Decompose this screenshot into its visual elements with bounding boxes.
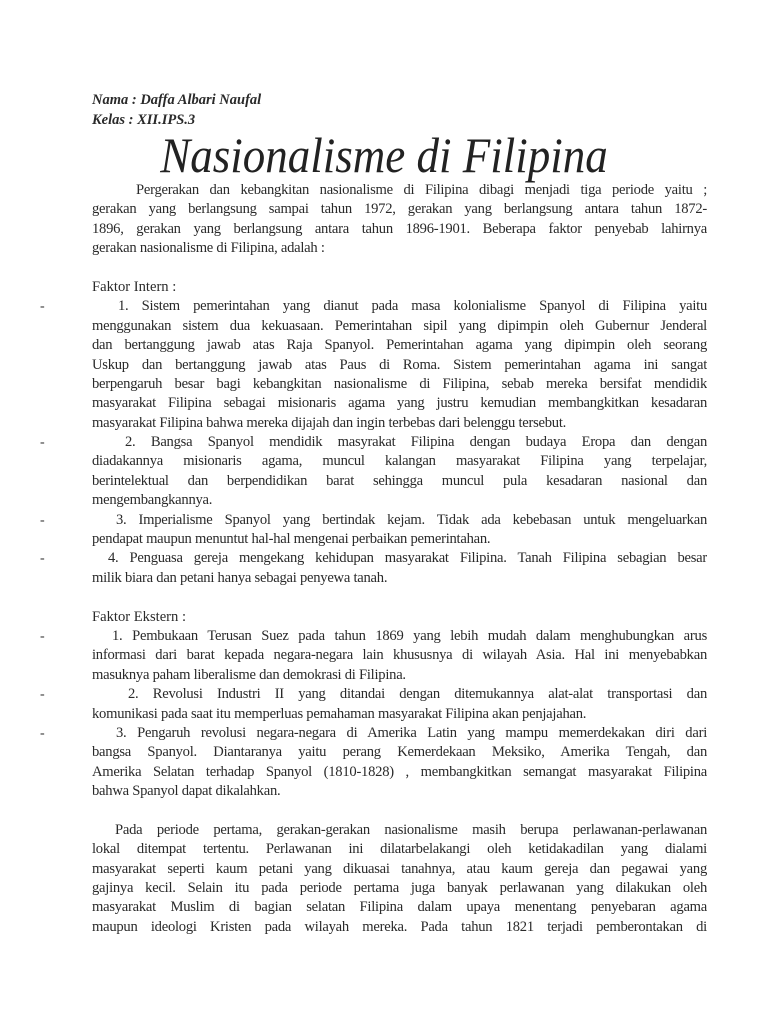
text-line: 3. Imperialisme Spanyol yang bertindak kejam. Tidak ada kebebasan untuk mengeluarkan: [116, 511, 707, 528]
text-line: maupun ideologi Kristen pada wilayah mereka. Pada tahun 1821 terjadi pemberontakan di: [92, 918, 707, 935]
faktor-ekstern-label: Faktor Ekstern :: [92, 608, 187, 625]
text-line: 4. Penguasa gereja mengekang kehidupan masyarakat Filipina. Tanah Filipina sebagian besar: [108, 550, 707, 567]
faktor-ekstern-item: [40, 627, 707, 685]
text-line: 2. Bangsa Spanyol mendidik masyrakat Filipina dengan budaya Eropa dan dengan: [125, 434, 707, 451]
text-line: Pada periode pertama, gerakan-gerakan nasionalisme masih berupa perlawanan-perlawanan: [115, 821, 707, 838]
text-line: mengembangkannya.: [92, 492, 213, 509]
bullet-dash: -: [40, 299, 45, 315]
bullet-dash: -: [40, 687, 45, 703]
bullet-dash: -: [40, 725, 45, 741]
blank-line: [92, 588, 707, 607]
bullet-dash: -: [40, 628, 45, 644]
student-name: Nama : Daffa Albari Naufal: [92, 92, 262, 108]
text-line: masuknya paham liberalisme dan demokrasi di Filipina.: [92, 666, 406, 683]
text-line: gajinya kecil. Selain itu pada periode pertama juga banyak perlawanan yang dilakukan oleh: [92, 880, 707, 897]
text-line: masyarakat Filipina bahwa mereka dijajah dan ingin terbebas dari belenggu tersebut.: [92, 414, 567, 431]
text-line: bangsa Spanyol. Diantaranya yaitu perang Kemerdekaan Meksiko, Amerika Tengah, dan: [92, 744, 707, 761]
text-line: masyarakat seperti kaum petani yang dikuasai tanahnya, atau kaum gereja dan pegawai yang: [92, 860, 707, 877]
bullet-dash: -: [40, 435, 45, 451]
blank-line: [92, 802, 707, 821]
faktor-intern-item: [40, 511, 707, 550]
text-line: diadakannya misionaris agama, muncul kalangan masyarakat Filipina yang terpelajar,: [92, 453, 707, 470]
text-line: bahwa Spanyol dapat dikalahkan.: [92, 783, 281, 800]
text-line: Pergerakan dan kebangkitan nasionalisme di Filipina dibagi menjadi tiga periode yaitu ;: [136, 182, 707, 198]
text-line: lokal ditempat tertentu. Perlawanan ini dilatarbelakangi oleh ketidakadilan yang dialami: [92, 841, 707, 858]
faktor-ekstern-item: [40, 724, 707, 802]
text-line: informasi dari barat kepada negara-negara lain khususnya di wilayah Asia. Hal ini menyebabkan: [92, 647, 707, 664]
text-line: dan bertanggung jawab atas Raja Spanyol. Pemerintahan agama yang dipimpin oleh seorang: [92, 337, 707, 354]
text-line: gerakan yang berlangsung sampai tahun 1972, gerakan yang berlangsung antara tahun 1872-: [92, 201, 707, 218]
text-line: berintelektual dan berpendidikan barat sehingga muncul pula kesadaran nasional dan: [92, 472, 707, 489]
text-line: 1. Sistem pemerintahan yang dianut pada masa kolonialisme Spanyol di Filipina yaitu: [118, 298, 707, 315]
faktor-intern-item: [40, 297, 707, 433]
text-line: pendapat maupun menuntut hal-hal mengenai perbaikan pemerintahan.: [92, 531, 491, 548]
text-line: 2. Revolusi Industri II yang ditandai dengan ditemukannya alat-alat transportasi dan: [128, 686, 707, 703]
text-line: 1896, gerakan yang berlangsung antara tahun 1896-1901. Beberapa faktor penyebab lahirnya: [92, 220, 707, 237]
text-line: masyarakat Filipina sebagai misionaris agama yang justru kemudian membangkitkan kesadaran: [92, 395, 707, 412]
closing-paragraph: [92, 821, 707, 937]
text-line: 3. Pengaruh revolusi negara-negara di Amerika Latin yang mampu memerdekakan diri dari: [116, 724, 707, 741]
blank-line: [92, 259, 707, 278]
text-line: komunikasi pada saat itu memperluas pemahaman masyarakat Filipina akan penjajahan.: [92, 705, 587, 722]
text-line: Amerika Selatan terhadap Spanyol (1810-1828) , membangkitkan semangat masyarakat Filipina: [92, 763, 707, 780]
text-line: Uskup dan bertanggung jawab atas Paus di Roma. Sistem pemerintahan agama ini sangat: [92, 356, 707, 373]
faktor-ekstern-item: [40, 685, 707, 724]
text-line: masyarakat Muslim di bagian selatan Filipina dalam upaya menentang penyebaran agama: [92, 899, 707, 916]
text-line: gerakan nasionalisme di Filipina, adalah :: [92, 240, 325, 257]
text-line: berpengaruh besar bagi kebangkitan nasionalisme di Filipina, sebab mereka bersifat mendidik: [92, 375, 707, 392]
intro-paragraph: [92, 181, 707, 259]
bullet-dash: -: [40, 551, 45, 567]
page-title: Nasionalisme di Filipina: [160, 127, 608, 183]
student-class: Kelas : XII.IPS.3: [92, 112, 196, 128]
text-line: milik biara dan petani hanya sebagai penyewa tanah.: [92, 569, 388, 586]
text-line: 1. Pembukaan Terusan Suez pada tahun 1869 yang lebih mudah dalam menghubungkan arus: [112, 627, 707, 644]
faktor-intern-item: [40, 549, 707, 588]
faktor-intern-label: Faktor Intern :: [92, 278, 177, 295]
faktor-intern-item: [40, 433, 707, 511]
text-line: menggunakan sistem dua kekuasaan. Pemerintahan sipil yang dipimpin oleh Gubernur Jenderal: [92, 317, 707, 334]
bullet-dash: -: [40, 512, 45, 528]
document-body: [40, 181, 707, 937]
